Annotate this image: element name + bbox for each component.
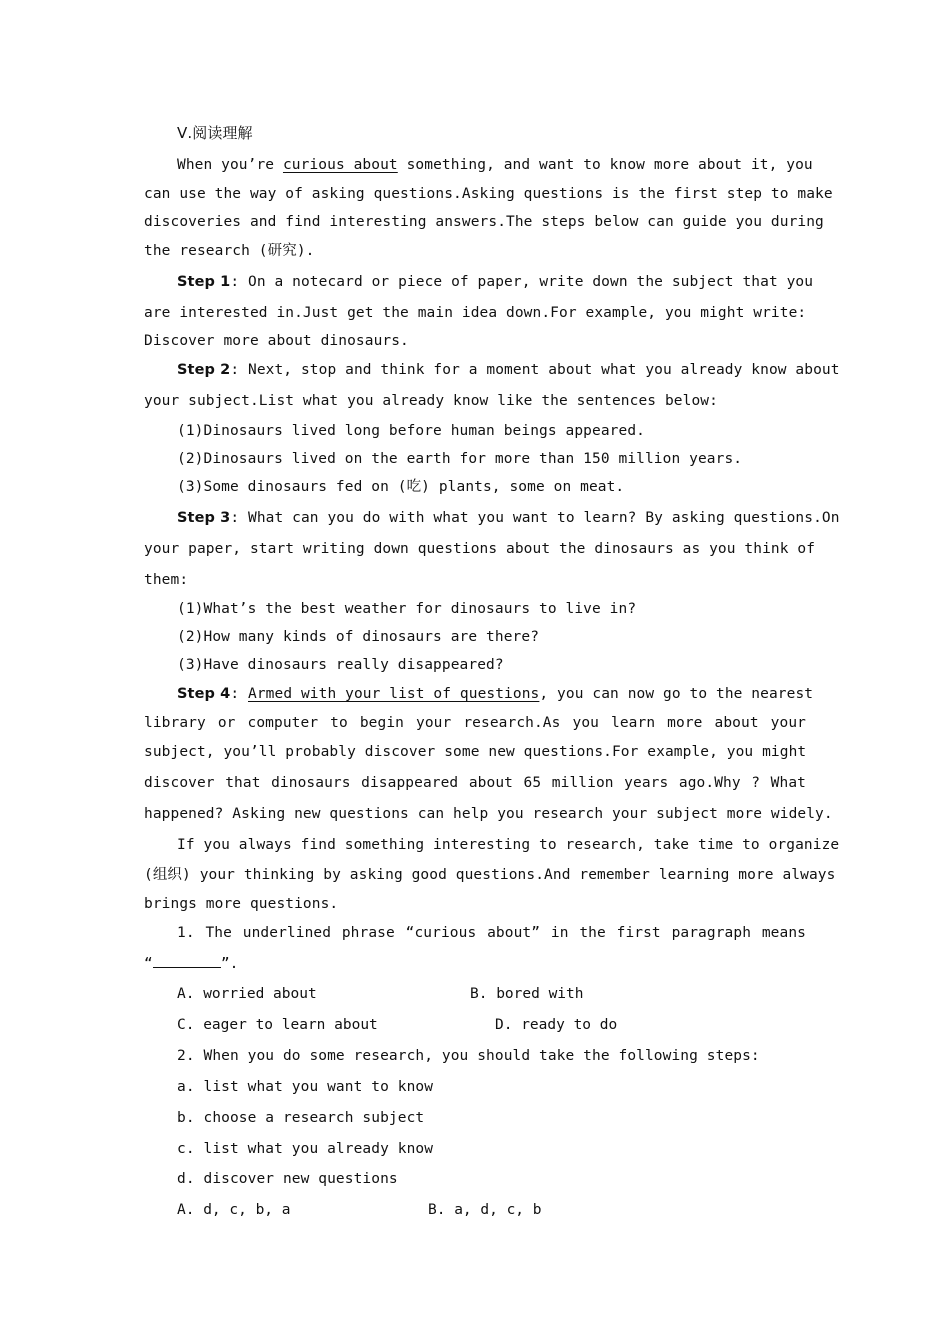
text-segment: : Next, stop and think for a moment about what you already know about <box>230 362 840 378</box>
q1-option-c: C. eager to learn about <box>177 1017 378 1033</box>
q1-stem-line1: 1. The underlined phrase “curious about” in the first paragraph means <box>177 925 806 941</box>
q1-stem-line2 <box>144 954 806 974</box>
passage-p1-line2: can use the way of asking questions.Asking questions is the first step to make <box>144 186 833 202</box>
step4-line4: discover that dinosaurs disappeared about 65 million years ago.Why ? What <box>144 775 806 791</box>
text-segment: “ <box>144 956 153 972</box>
text-segment: something, and want to know more about it, you <box>397 157 813 173</box>
answer-blank <box>153 955 221 968</box>
passage-p1-line3: discoveries and find interesting answers.The steps below can guide you during <box>144 214 824 230</box>
step1-line1 <box>177 272 814 292</box>
text-segment: When you’re <box>177 157 283 173</box>
underlined-phrase-armed-with: Armed with your list of questions <box>248 686 540 702</box>
step2-item-1: (1)Dinosaurs lived long before human beings appeared. <box>177 423 645 439</box>
q1-option-a: A. worried about <box>177 986 317 1002</box>
step4-line2: library or computer to begin your research.As you learn more about your <box>144 715 806 731</box>
text-segment: ”. <box>220 956 239 972</box>
closing-line1: If you always find something interesting to research, take time to organize <box>177 837 840 853</box>
q2-step-a: a. list what you want to know <box>177 1079 434 1095</box>
q2-step-d: d. discover new questions <box>177 1171 398 1187</box>
step1-line2: are interested in.Just get the main idea down.For example, you might write: <box>144 305 807 321</box>
text-segment: , you can now go to the nearest <box>539 686 814 702</box>
step4-line5: happened? Asking new questions can help you research your subject more widely. <box>144 806 833 822</box>
text-segment: : <box>230 686 248 702</box>
step4-line3: subject, you’ll probably discover some new questions.For example, you might <box>144 744 807 760</box>
q2-option-b: B. a, d, c, b <box>428 1202 542 1218</box>
text-segment: : What can you do with what you want to learn? By asking questions.On <box>230 510 840 526</box>
q2-step-b: b. choose a research subject <box>177 1110 425 1126</box>
closing-line2: (组织) your thinking by asking good questions.And remember learning more always <box>144 867 836 883</box>
step2-item-2: (2)Dinosaurs lived on the earth for more than 150 million years. <box>177 451 743 467</box>
step2-item-3: (3)Some dinosaurs fed on (吃) plants, some on meat. <box>177 479 625 495</box>
section-title: Ⅴ.阅读理解 <box>177 124 253 142</box>
q2-step-c: c. list what you already know <box>177 1141 434 1157</box>
step2-label: Step 2 <box>177 362 231 378</box>
q2-option-a: A. d, c, b, a <box>177 1202 291 1218</box>
step3-line2: your paper, start writing down questions about the dinosaurs as you think of <box>144 541 816 557</box>
step3-item-1: (1)What’s the best weather for dinosaurs to live in? <box>177 601 637 617</box>
q2-stem: 2. When you do some research, you should take the following steps: <box>177 1048 760 1064</box>
passage-p1-line4: the research (研究). <box>144 243 315 259</box>
step3-item-3: (3)Have dinosaurs really disappeared? <box>177 657 504 673</box>
step1-label: Step 1 <box>177 274 231 290</box>
step3-line1 <box>177 508 840 528</box>
closing-line3: brings more questions. <box>144 896 339 912</box>
step2-line2: your subject.List what you already know like the sentences below: <box>144 393 718 409</box>
text-segment: : On a notecard or piece of paper, write down the subject that you <box>230 274 814 290</box>
step3-label: Step 3 <box>177 510 231 526</box>
step4-line1 <box>177 684 814 704</box>
underlined-phrase-curious-about: curious about <box>282 157 398 173</box>
q1-option-b: B. bored with <box>470 986 584 1002</box>
step1-line3: Discover more about dinosaurs. <box>144 333 409 349</box>
step3-line3: them: <box>144 572 189 588</box>
step4-label: Step 4 <box>177 686 231 702</box>
q1-option-d: D. ready to do <box>495 1017 618 1033</box>
step2-line1 <box>177 360 840 380</box>
passage-p1-line1 <box>177 155 813 175</box>
step3-item-2: (2)How many kinds of dinosaurs are there? <box>177 629 540 645</box>
